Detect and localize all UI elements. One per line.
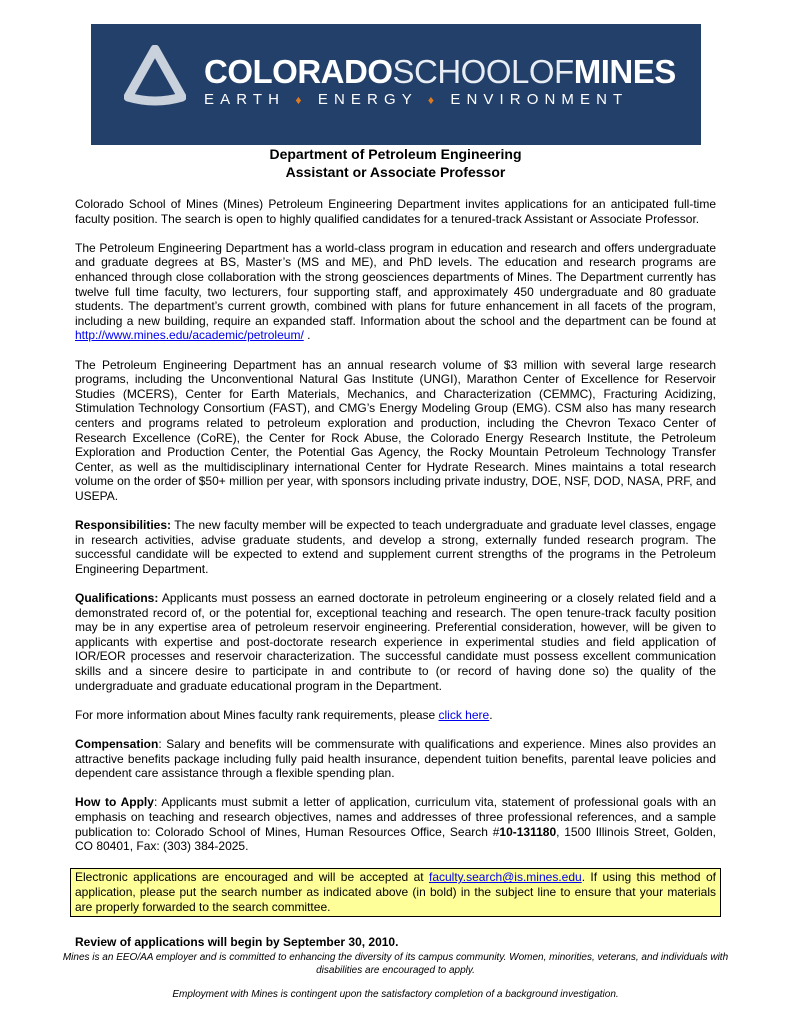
- click-here-link[interactable]: click here: [438, 707, 490, 722]
- responsibilities-label: Responsibilities:: [75, 518, 172, 533]
- department-title: Department of Petroleum Engineering: [269, 146, 522, 162]
- mines-triangle-logo-icon: [124, 45, 186, 107]
- program-text: The Petroleum Engineering Department has a world-class program in education and research and offers undergraduate and graduate degrees at BS, Master’s (MS and ME), and PhD levels. The education and research programs are enhanced through close collaboration with the strong geosciences departments of Mines. The Department currently has twelve full time faculty, two lecturers, four supporting staff, and approximately 450 undergraduate and 80 graduate students. The department’s current growth, combined with plans for future enhancement in all facets of the program, including a new building, require an expanded staff. Information about the school and the department can be found at: [75, 240, 716, 328]
- compensation-paragraph: [75, 737, 716, 781]
- logo-word-colorado: COLORADO: [204, 53, 393, 90]
- qualifications-paragraph: [75, 591, 716, 693]
- eeo-statement: Mines is an EEO/AA employer and is committed to enhancing the diversity of its campus community. Women, minorities, veterans, and individuals with disabilities are encouraged to apply.: [62, 952, 729, 976]
- how-to-apply-label: How to Apply: [75, 795, 154, 810]
- tagline-drop-icon: ♦: [295, 93, 308, 107]
- compensation-text: : Salary and benefits will be commensurate with qualifications and experience. Mines also provides an attractive benefits package including fully paid health insurance, dependent tuition benefits, parental leave policies and dependent care assistance through a flexible spending plan.: [75, 736, 716, 781]
- compensation-label: Compensation: [75, 736, 159, 751]
- research-paragraph: The Petroleum Engineering Department has an annual research volume of $3 million with several large research programs, including the Unconventional Natural Gas Institute (UNGI), Marathon Center of Excellence for Reservoir Studies (MCERS), Center for Earth Materials, Mechanics, and Characterization (CEMMC), Fracturing Acidizing, Stimulation Technology Consortium (FAST), and CMG’s Energy Modeling Group (EMG). CSM also has many research centers and programs related to petroleum exploration and production, including the Chevron Texaco Center of Research Excellence (CoRE), the Center for Rock Abuse, the Colorado Energy Research Institute, the Petroleum Exploration and Production Center, the Potential Gas Agency, the Rocky Mountain Petroleum Technology Transfer Center, as well as the multidisciplinary international Center for Hydrate Research. Mines maintains a total research volume on the order of $50+ million per year, with sponsors including private industry, DOE, NSF, DOD, NASA, PRF, and USEPA.: [75, 357, 716, 503]
- logo-word-mines: MINES: [573, 53, 676, 90]
- intro-paragraph: Colorado School of Mines (Mines) Petroleum Engineering Department invites applications for an anticipated full-time faculty position. The search is open to highly qualified candidates for a tenured-track Assistant or Associate Professor.: [75, 197, 716, 226]
- faculty-search-email-link[interactable]: faculty.search@is.mines.edu: [428, 870, 582, 885]
- electronic-text: Electronic applications are encouraged and will be accepted at: [75, 870, 429, 885]
- department-website-link[interactable]: http://www.mines.edu/academic/petroleum/: [75, 328, 304, 343]
- more-info-paragraph: [75, 708, 716, 723]
- search-number: 10-131180: [499, 824, 557, 839]
- electronic-applications-box: [70, 868, 721, 917]
- position-title: Assistant or Associate Professor: [285, 164, 506, 180]
- responsibilities-paragraph: [75, 518, 716, 576]
- how-to-apply-text: : Applicants must submit a letter of application, curriculum vita, statement of professional goals with an emphasis on teaching and research objectives, names and addresses of three professional references, and a sample publication to: Colorado School of Mines, Human Resources Office, Search #: [75, 795, 717, 839]
- qualifications-text: Applicants must possess an earned doctorate in petroleum engineering or a closely related field and a demonstrated record of, or the potential for, exceptional teaching and research. The open tenure-track faculty position may be in any expertise area of petroleum reservoir engineering. Preferential consideration, however, will be given to applicants with expertise and post-doctorate research experience in experimental studies and field application of IOR/EOR processes and reservoir characterization. The successful candidate must possess excellent communication skills and a sincere desire to participate in and contribute to (or record of having done so) the quality of the undergraduate and graduate educational program in the Department.: [75, 591, 716, 693]
- electronic-tail: . If using this method of application, please put the search number as indicated above (in bold) in the subject line to ensure that your materials are properly forwarded to the search committee.: [75, 870, 716, 914]
- tagline-energy: ENERGY: [317, 91, 418, 108]
- review-date-paragraph: [75, 935, 716, 950]
- tagline-earth: EARTH: [204, 91, 286, 108]
- more-info-text: For more information about Mines faculty rank requirements, please: [75, 707, 439, 722]
- how-to-apply-paragraph: [75, 795, 716, 853]
- header-banner: [91, 24, 701, 145]
- logo-word-schoolof: SCHOOLOF: [392, 53, 574, 90]
- responsibilities-text: The new faculty member will be expected to teach undergraduate and graduate level classes, engage in research activities, advise graduate students, and develop a strong, externally funded research program. The successful candidate will be expected to extend and supplement current strengths of the programs in the Petroleum Engineering Department.: [75, 518, 716, 576]
- more-info-tail: .: [489, 707, 493, 722]
- background-check-statement: Employment with Mines is contingent upon the satisfactory completion of a background investigation.: [172, 989, 619, 1000]
- logo-wordmark: [204, 54, 676, 90]
- logo-tagline: [204, 91, 628, 109]
- qualifications-label: Qualifications:: [75, 591, 159, 606]
- program-tail: .: [303, 328, 311, 343]
- tagline-environment: ENVIRONMENT: [450, 91, 629, 108]
- tagline-drop-icon: ♦: [427, 93, 441, 107]
- review-date-text: Review of applications will begin by September 30, 2010.: [75, 935, 399, 950]
- how-to-apply-tail: , 1500 Illinois Street, Golden, CO 80401, Fax: (303) 384-2025.: [75, 824, 716, 854]
- program-paragraph: [75, 241, 716, 343]
- job-posting-body: [75, 197, 716, 964]
